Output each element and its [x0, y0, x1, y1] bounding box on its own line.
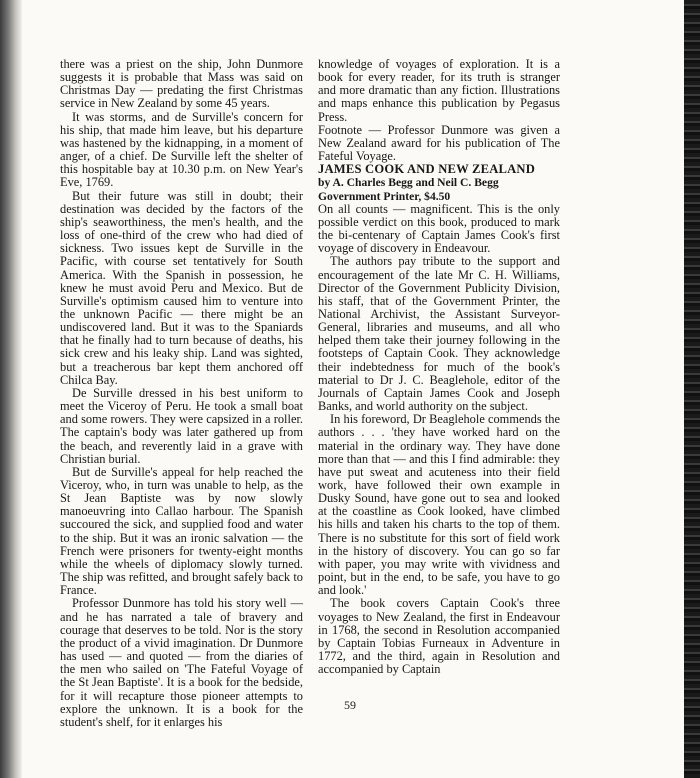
page-edge — [684, 0, 700, 778]
paragraph: In his foreword, Dr Beaglehole commends the authors . . . 'they have worked hard on the material in the ordinary way. They have done more than that — and this I find admirable: they have put sweat and acuteness into their field work, have followed their own example in Dusky Sound, have gone out to sea and looked at the coastline as Cook looked, have climbed his hills and taken his charts to the top of them. There is no substitute for this sort of field work in the history of discovery. You can go so far with paper, you may write with vividness and point, but in the end, to be safe, you have to go and look.' — [318, 412, 560, 598]
right-column — [318, 58, 560, 676]
paragraph: But de Surville's appeal for help reached the Viceroy, who, in turn was unable to help, as the St Jean Baptiste was by now slowly manoeuvring into Callao harbour. The Spanish succoured the sick, and supplied food and water to the ship. But it was an ironic salvation — the French were prisoners for twenty-eight months while the wheels of diplomacy slowly turned. The ship was refitted, and brought safely back to France. — [60, 464, 303, 598]
footnote: Footnote — Professor Dunmore was given a New Zealand award for his publication of The Fateful Voyage. — [318, 122, 560, 164]
paragraph: The book covers Captain Cook's three voyages to New Zealand, the first in Endeavour in 1768, the second in Resolution accompanied by Captain Tobias Furneaux in Adventure in 1772, and the third, again in Resolution and accompanied by Captain — [318, 596, 560, 677]
left-column — [60, 58, 303, 729]
paragraph: On all counts — magnificent. This is the only possible verdict on this book, produced to mark the bi-centenary of Captain James Cook's first voyage of discovery in Endeavour. — [318, 201, 560, 256]
review-publisher: Government Printer, $4.50 — [318, 189, 451, 203]
review-heading: JAMES COOK AND NEW ZEALAND — [318, 162, 535, 177]
paragraph: De Surville dressed in his best uniform to meet the Viceroy of Peru. He took a small boat and some rowers. They were capsized in a roller. The captain's body was later gathered up from the beach, and reverently laid in a grave with Christian burial. — [60, 385, 303, 466]
paragraph: knowledge of voyages of exploration. It is a book for every reader, for its truth is stranger and more dramatic than any fiction. Illustrations and maps enhance this publication by Pegasus Press. — [318, 57, 560, 124]
paragraph: Professor Dunmore has told his story well — and he has narrated a tale of bravery and courage that deserves to be told. Nor is the story the product of a vivid imagination. Dr Dunmore has used — and quoted — from the diaries of the men who sailed on 'The Fateful Voyage of the St Jean Baptiste'. It is a book for the bedside, for it will recapture those pioneer attempts to explore the unknown. It is a book for the student's shelf, for it enlarges his — [60, 596, 303, 729]
paragraph: But their future was still in doubt; their destination was decided by the factors of the ship's seaworthiness, the men's health, and the loss of one-third of the crew who had died of sickness. Two issues kept de Surville in the Pacific, with course set tentatively for South America. With the Spanish in possession, he knew he must avoid Peru and Mexico. But de Surville's optimism caused him to venture into the unknown Pacific — there might be an undiscovered land. But it was to the Spaniards that he finally had to turn because of deaths, his sick crew and his leaky ship. Land was sighted, but a treacherous bar kept them anchored off Chilca Bay. — [60, 188, 303, 387]
paragraph: there was a priest on the ship, John Dunmore suggests it is probable that Mass was said on Christmas Day — predating the first Christmas service in New Zealand by some 45 years. — [60, 57, 303, 111]
book-gutter — [0, 0, 22, 778]
page-number: 59 — [344, 698, 356, 712]
paragraph: The authors pay tribute to the support and encouragement of the late Mr C. H. Williams, Director of the Government Publicity Division, his staff, that of the Government Printer, the National Archivist, the Assistant Surveyor-General, libraries and museums, and all who helped them take their journey following in the footsteps of Captain Cook. They acknowledge their indebtedness for much of the book's material to Dr J. C. Beaglehole, editor of the Journals of Captain James Cook and Joseph Banks, and world authority on the subject. — [318, 254, 560, 414]
review-byline: by A. Charles Begg and Neil C. Begg — [318, 176, 499, 190]
paragraph: It was storms, and de Surville's concern for his ship, that made him leave, but his departure was hastened by the kidnapping, in a moment of anger, of a chief. De Surville left the shelter of this hospitable bay at 10.30 p.m. on New Year's Eve, 1769. — [60, 109, 303, 190]
